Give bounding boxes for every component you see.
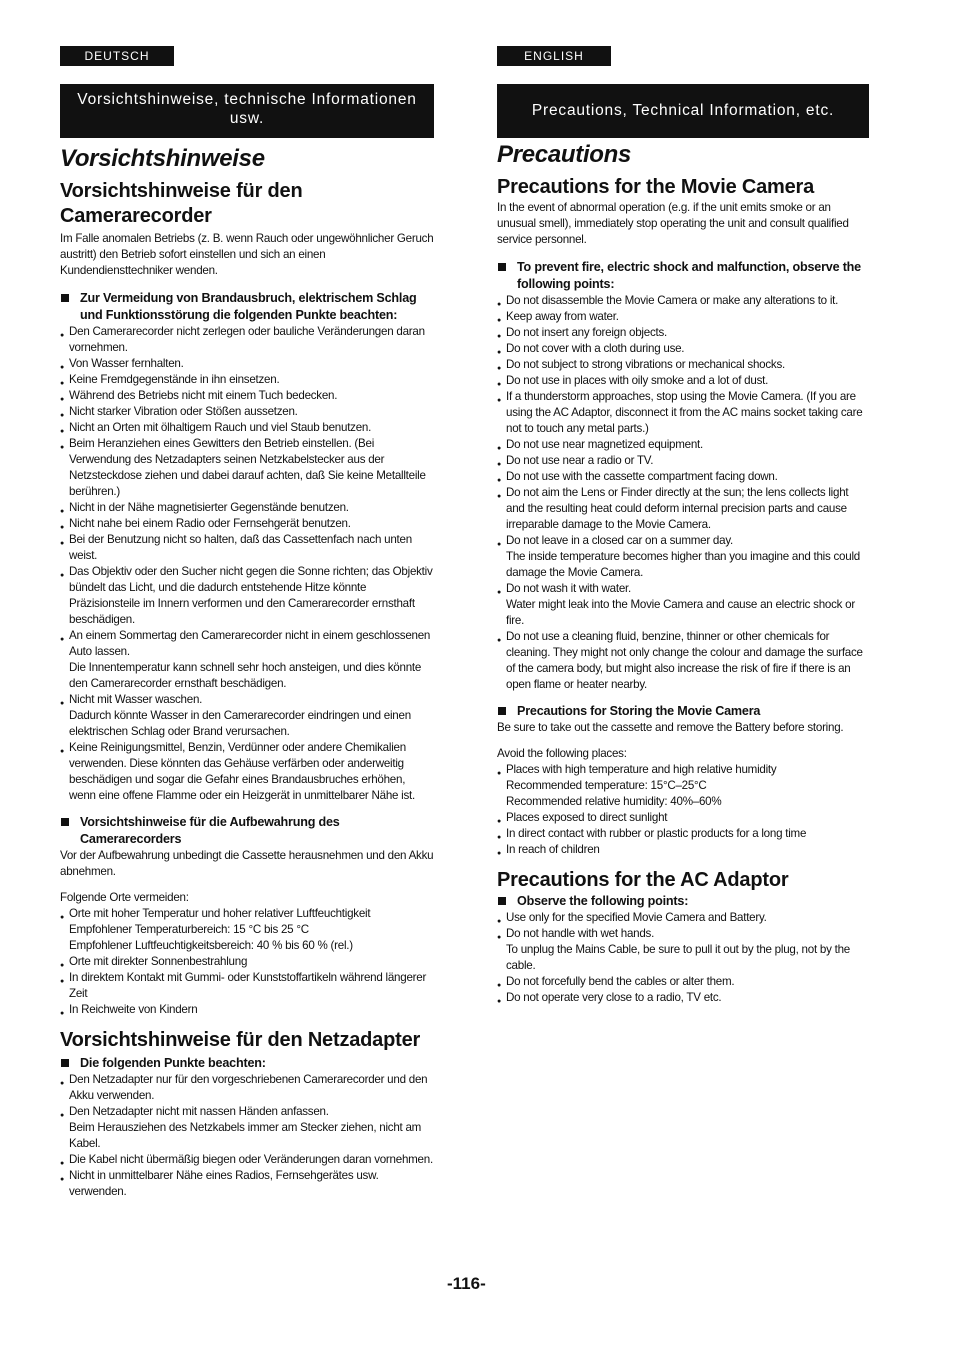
adaptor-sub-heading — [60, 1055, 434, 1072]
list-item-text: Beim Heranziehen eines Gewitters den Betrieb einstellen. (Bei Verwendung des Netzadapters seinen Netzkabelstecker aus der Netzsteckdose ziehen und dabei darauf achten, daß Sie keine Metallteile berühren.) — [69, 437, 426, 498]
square-bullet-icon — [61, 1059, 69, 1067]
list-item — [60, 564, 434, 628]
bullet-dot-icon: ● — [60, 748, 64, 755]
square-bullet-icon — [498, 263, 506, 271]
fire-list — [497, 293, 869, 693]
bullet-dot-icon: ● — [60, 1160, 64, 1167]
list-item-subtext: Die Innentemperatur kann schnell sehr hoch ansteigen, und dies könnte den Camerarecorder ernsthaft beschädigen. — [69, 661, 422, 690]
list-item-text: In direct contact with rubber or plastic products for a long time — [506, 827, 807, 840]
list-item — [60, 970, 434, 1002]
storage-intro: Vor der Aufbewahrung unbedingt die Cassette herausnehmen und den Akku abnehmen. — [60, 849, 434, 878]
list-item-text: Nicht an Orten mit ölhaltigem Rauch und viel Staub benutzen. — [69, 421, 372, 434]
list-item-text: Do not handle with wet hands. — [506, 927, 655, 940]
list-item — [60, 516, 434, 532]
avoid-list — [497, 762, 869, 858]
list-item — [60, 420, 434, 436]
list-item — [497, 842, 869, 858]
list-item-text: Do not cover with a cloth during use. — [506, 342, 685, 355]
list-item — [60, 324, 434, 356]
bullet-dot-icon: ● — [497, 982, 501, 989]
storage-heading — [497, 703, 869, 720]
bullet-dot-icon: ● — [497, 349, 501, 356]
list-item-text: Das Objektiv oder den Sucher nicht gegen die Sonne richten; das Objektiv bündelt das Licht, und die dadurch entstehende Hitze könnte Präzisionsteile im Innern verformen und den Camerarecorder ernsthaft beschädigen. — [69, 565, 433, 626]
list-item — [497, 437, 869, 453]
storage-intro: Be sure to take out the cassette and remove the Battery before storing. — [497, 721, 844, 734]
list-item — [60, 740, 434, 804]
bullet-dot-icon: ● — [497, 365, 501, 372]
bullet-dot-icon: ● — [497, 445, 501, 452]
list-item-text: Do not operate very close to a radio, TV etc. — [506, 991, 722, 1004]
list-item — [497, 373, 869, 389]
language-tag: ENGLISH — [497, 46, 611, 66]
list-item-text: Den Netzadapter nur für den vorgeschriebenen Camerarecorder und den Akku verwenden. — [69, 1073, 428, 1102]
section-banner: Vorsichtshinweise, technische Informationen usw. — [60, 84, 434, 138]
page-number: -116- — [447, 1274, 486, 1293]
square-bullet-icon — [498, 707, 506, 715]
list-item — [497, 926, 869, 974]
bullet-dot-icon: ● — [60, 962, 64, 969]
bullet-dot-icon: ● — [497, 397, 501, 404]
avoid-list — [60, 906, 434, 1018]
list-item-subtext: Water might leak into the Movie Camera and cause an electric shock or fire. — [506, 598, 855, 627]
list-item-text: Keine Fremdgegenstände in ihn einsetzen. — [69, 373, 280, 386]
list-item — [497, 293, 869, 309]
bullet-dot-icon: ● — [60, 1112, 64, 1119]
list-item-text: Nicht in unmittelbarer Nähe eines Radios, Fernsehgerätes usw. verwenden. — [69, 1169, 379, 1198]
bullet-dot-icon: ● — [60, 396, 64, 403]
list-item — [497, 910, 869, 926]
bullet-dot-icon: ● — [497, 850, 501, 857]
list-item-text: Do not wash it with water. — [506, 582, 631, 595]
list-item-text: Nicht starker Vibration oder Stößen aussetzen. — [69, 405, 298, 418]
list-item-text: Keine Reinigungsmittel, Benzin, Verdünner oder andere Chemikalien verwenden. Diese könnten das Gehäuse verfärben oder anderweitig beschädigen und sogar die Gefahr eines Brandausbruches erhöhen, wenn eine offene Flamme oder ein Heizgerät in unmittelbarer Nähe ist. — [69, 741, 415, 802]
list-item-text: Do not use near a radio or TV. — [506, 454, 654, 467]
bullet-dot-icon: ● — [60, 636, 64, 643]
bullet-dot-icon: ● — [60, 412, 64, 419]
storage-heading-text: Precautions for Storing the Movie Camera — [517, 704, 761, 718]
list-item — [497, 341, 869, 357]
bullet-dot-icon: ● — [497, 770, 501, 777]
list-item — [497, 826, 869, 842]
list-item-subtext: Beim Herausziehen des Netzkabels immer am Stecker ziehen, nicht am Kabel. — [69, 1121, 422, 1150]
english-column — [497, 46, 869, 1006]
adaptor-heading: Vorsichtshinweise für den Netzadapter — [60, 1029, 421, 1051]
adaptor-list — [60, 1072, 434, 1200]
german-column — [60, 46, 434, 1200]
list-item-text: In Reichweite von Kindern — [69, 1003, 198, 1016]
bullet-dot-icon: ● — [60, 428, 64, 435]
bullet-dot-icon: ● — [60, 1176, 64, 1183]
list-item — [60, 356, 434, 372]
storage-heading-text: Vorsichtshinweise für die Aufbewahrung des Camerarecorders — [80, 815, 340, 846]
fire-heading-text: Zur Vermeidung von Brandausbruch, elektrischem Schlag und Funktionsstörung die folgenden Punkte beachten: — [80, 291, 417, 322]
list-item-text: An einem Sommertag den Camerarecorder nicht in einem geschlossenen Auto lassen. — [69, 629, 431, 658]
list-item-text: Use only for the specified Movie Camera and Battery. — [506, 911, 767, 924]
bullet-dot-icon: ● — [497, 301, 501, 308]
bullet-dot-icon: ● — [60, 444, 64, 451]
list-item-text: Orte mit hoher Temperatur und hoher relativer Luftfeuchtigkeit — [69, 907, 371, 920]
list-item-text: Do not disassemble the Movie Camera or make any alterations to it. — [506, 294, 839, 307]
adaptor-sub-heading-text: Die folgenden Punkte beachten: — [80, 1056, 266, 1070]
bullet-dot-icon: ● — [60, 332, 64, 339]
bullet-dot-icon: ● — [60, 700, 64, 707]
list-item-subtext: The inside temperature becomes higher than you imagine and this could damage the Movie Camera. — [506, 550, 860, 579]
bullet-dot-icon: ● — [60, 1010, 64, 1017]
list-item — [497, 762, 869, 810]
list-item-text: Do not use a cleaning fluid, benzine, thinner or other chemicals for cleaning. They might not only change the colour and damage the surface of the camera body, but might also increase the risk of fire if there is an open flame or heater nearby. — [506, 630, 863, 691]
list-item-subtext: Recommended relative humidity: 40%–60% — [506, 795, 722, 808]
bullet-dot-icon: ● — [60, 914, 64, 921]
bullet-dot-icon: ● — [497, 381, 501, 388]
list-item-text: Do not forcefully bend the cables or alter them. — [506, 975, 735, 988]
list-item — [60, 1104, 434, 1152]
list-item — [60, 628, 434, 692]
camera-heading: Vorsichtshinweise für den Camerarecorder — [60, 180, 303, 227]
square-bullet-icon — [61, 818, 69, 826]
list-item — [497, 453, 869, 469]
bullet-dot-icon: ● — [497, 317, 501, 324]
list-item-text: Do not leave in a closed car on a summer day. — [506, 534, 733, 547]
list-item — [60, 500, 434, 516]
list-item — [497, 629, 869, 693]
language-tag: DEUTSCH — [60, 46, 174, 66]
adaptor-sub-heading-text: Observe the following points: — [517, 894, 689, 908]
list-item-text: Die Kabel nicht übermäßig biegen oder Veränderungen daran vornehmen. — [69, 1153, 433, 1166]
bullet-dot-icon: ● — [60, 364, 64, 371]
list-item-text: Places with high temperature and high relative humidity — [506, 763, 777, 776]
list-item — [497, 309, 869, 325]
list-item-subtext: To unplug the Mains Cable, be sure to pull it out by the plug, not by the cable. — [506, 943, 850, 972]
list-item — [497, 810, 869, 826]
list-item-text: Nicht in der Nähe magnetisierter Gegenstände benutzen. — [69, 501, 349, 514]
bullet-dot-icon: ● — [497, 493, 501, 500]
bullet-dot-icon: ● — [497, 461, 501, 468]
list-item-text: Bei der Benutzung nicht so halten, daß das Cassettenfach nach unten weist. — [69, 533, 412, 562]
list-item-text: Nicht nahe bei einem Radio oder Fernsehgerät benutzen. — [69, 517, 351, 530]
list-item — [60, 1002, 434, 1018]
adaptor-sub-heading — [497, 893, 869, 910]
avoid-label: Folgende Orte vermeiden: — [60, 891, 189, 904]
fire-heading-text: To prevent fire, electric shock and malfunction, observe the following points: — [517, 260, 861, 291]
adaptor-heading: Precautions for the AC Adaptor — [497, 869, 789, 891]
bullet-dot-icon: ● — [60, 524, 64, 531]
section-banner: Precautions, Technical Information, etc. — [497, 84, 869, 138]
list-item-text: Keep away from water. — [506, 310, 619, 323]
list-item — [60, 906, 434, 954]
storage-heading — [60, 814, 434, 848]
list-item — [60, 372, 434, 388]
page-title: Vorsichtshinweise — [60, 145, 265, 172]
list-item — [497, 325, 869, 341]
list-item — [497, 469, 869, 485]
fire-list — [60, 324, 434, 804]
page-title: Precautions — [497, 141, 632, 168]
square-bullet-icon — [498, 897, 506, 905]
list-item — [60, 1072, 434, 1104]
bullet-dot-icon: ● — [497, 918, 501, 925]
bullet-dot-icon: ● — [497, 818, 501, 825]
list-item-text: Do not insert any foreign objects. — [506, 326, 667, 339]
list-item-text: If a thunderstorm approaches, stop using the Movie Camera. (If you are using the AC Adaptor, disconnect it from the AC mains socket taking care not to touch any metal parts.) — [506, 390, 863, 435]
list-item-text: Do not aim the Lens or Finder directly at the sun; the lens collects light and the resulting heat could deform internal precision parts and cause irreparable damage to the Movie Camera. — [506, 486, 849, 531]
list-item — [60, 692, 434, 740]
bullet-dot-icon: ● — [497, 477, 501, 484]
avoid-label: Avoid the following places: — [497, 747, 627, 760]
bullet-dot-icon: ● — [497, 998, 501, 1005]
list-item-text: Do not subject to strong vibrations or mechanical shocks. — [506, 358, 785, 371]
fire-heading — [60, 290, 434, 324]
list-item — [497, 533, 869, 581]
list-item — [60, 1168, 434, 1200]
list-item-text: Den Camerarecorder nicht zerlegen oder bauliche Veränderungen daran vornehmen. — [69, 325, 425, 354]
list-item-text: In direktem Kontakt mit Gummi- oder Kunststoffartikeln während längerer Zeit — [69, 971, 427, 1000]
list-item — [497, 389, 869, 437]
list-item-text: Places exposed to direct sunlight — [506, 811, 668, 824]
bullet-dot-icon: ● — [60, 572, 64, 579]
camera-intro: In the event of abnormal operation (e.g. if the unit emits smoke or an unusual smell), immediately stop operating the unit and consult qualified service personnel. — [497, 201, 849, 246]
fire-heading — [497, 259, 869, 293]
adaptor-list — [497, 910, 869, 1006]
bullet-dot-icon: ● — [60, 540, 64, 547]
list-item — [60, 532, 434, 564]
list-item — [497, 581, 869, 629]
list-item — [497, 990, 869, 1006]
list-item-subtext: Recommended temperature: 15°C–25°C — [506, 779, 707, 792]
bullet-dot-icon: ● — [497, 333, 501, 340]
camera-intro: Im Falle anomalen Betriebs (z. B. wenn Rauch oder ungewöhnlicher Geruch austritt) den Betrieb sofort einstellen und sich an einen Kundendiensttechniker wenden. — [60, 232, 434, 277]
list-item-text: Von Wasser fernhalten. — [69, 357, 184, 370]
bullet-dot-icon: ● — [60, 978, 64, 985]
bullet-dot-icon: ● — [60, 380, 64, 387]
bullet-dot-icon: ● — [497, 589, 501, 596]
camera-heading: Precautions for the Movie Camera — [497, 176, 815, 198]
bullet-dot-icon: ● — [497, 834, 501, 841]
list-item — [497, 974, 869, 990]
list-item — [60, 404, 434, 420]
square-bullet-icon — [61, 294, 69, 302]
bullet-dot-icon: ● — [60, 508, 64, 515]
bullet-dot-icon: ● — [497, 541, 501, 548]
list-item — [497, 485, 869, 533]
list-item — [60, 1152, 434, 1168]
list-item-text: In reach of children — [506, 843, 600, 856]
bullet-dot-icon: ● — [497, 934, 501, 941]
bullet-dot-icon: ● — [60, 1080, 64, 1087]
list-item-text: Do not use in places with oily smoke and a lot of dust. — [506, 374, 769, 387]
list-item-text: Do not use near magnetized equipment. — [506, 438, 703, 451]
list-item-text: Orte mit direkter Sonnenbestrahlung — [69, 955, 248, 968]
list-item-subtext: Empfohlener Temperaturbereich: 15 °C bis 25 °C — [69, 923, 309, 936]
list-item-text: Während des Betriebs nicht mit einem Tuch bedecken. — [69, 389, 338, 402]
bullet-dot-icon: ● — [497, 637, 501, 644]
list-item — [497, 357, 869, 373]
list-item-text: Nicht mit Wasser waschen. — [69, 693, 203, 706]
list-item-text: Den Netzadapter nicht mit nassen Händen anfassen. — [69, 1105, 329, 1118]
list-item — [60, 388, 434, 404]
list-item-text: Do not use with the cassette compartment facing down. — [506, 470, 778, 483]
list-item — [60, 436, 434, 500]
list-item-subtext: Empfohlener Luftfeuchtigkeitsbereich: 40 % bis 60 % (rel.) — [69, 939, 353, 952]
list-item — [60, 954, 434, 970]
list-item-subtext: Dadurch könnte Wasser in den Camerarecorder eindringen und einen elektrischen Schlag oder Brand verursachen. — [69, 709, 411, 738]
